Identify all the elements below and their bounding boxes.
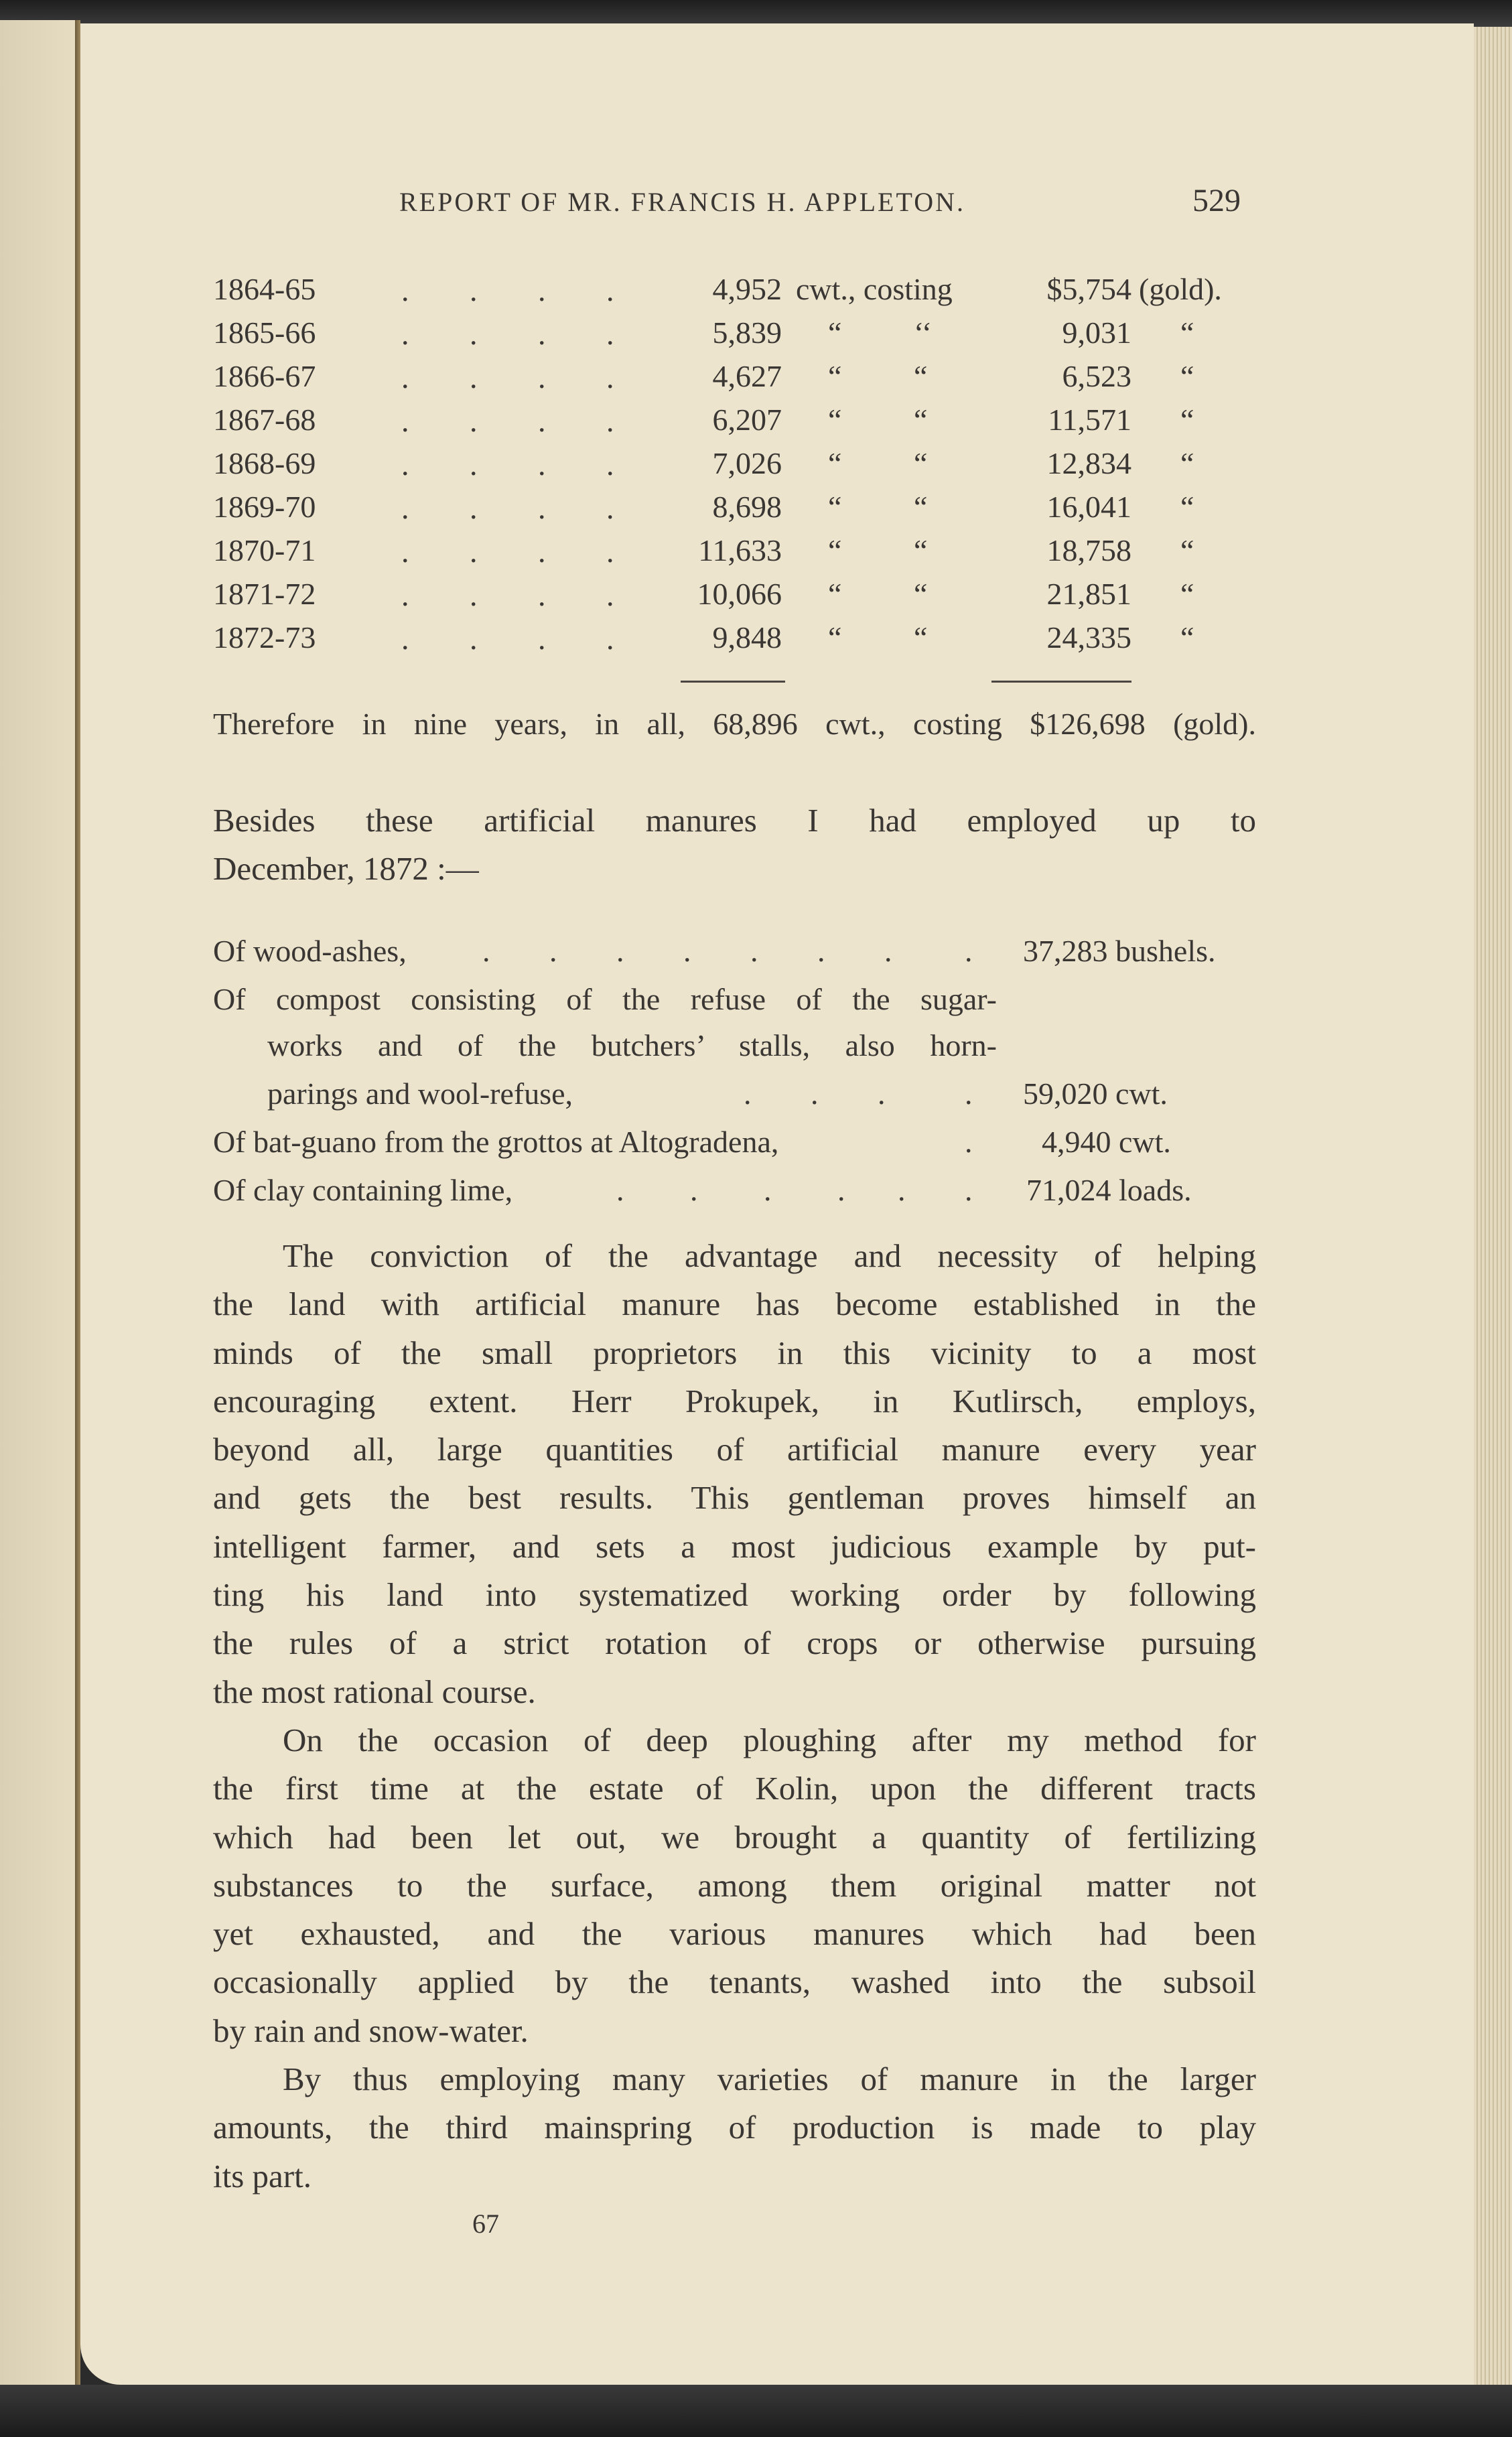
leader-dot: .	[606, 447, 614, 482]
paragraph-line: beyond all, large quantities of artificial manure every year	[213, 1431, 1256, 1468]
cost-cell: 16,041	[1046, 490, 1131, 524]
paragraph-line: The conviction of the advantage and necessity of helping	[283, 1237, 1256, 1274]
left-page-edge	[0, 20, 79, 2385]
leader-dot: .	[606, 622, 614, 656]
paragraph-line: occasionally applied by the tenants, washed into the subsoil	[213, 1963, 1256, 2001]
intro-line: Besides these artificial manures I had employed up to	[213, 802, 1256, 839]
cwt-cell: 5,839	[712, 316, 782, 350]
cwt-cell: 10,066	[697, 577, 782, 611]
leader-dot: .	[470, 491, 478, 525]
leader-dot: .	[401, 360, 409, 395]
leader-dot: .	[401, 404, 409, 438]
list-label: Of wood-ashes,	[213, 934, 407, 968]
paragraph-line: which had been let out, we brought a quantity of fertilizing	[213, 1818, 1256, 1856]
paragraph-line: the rules of a strict rotation of crops or otherwise pursuing	[213, 1624, 1256, 1662]
ditto-mark: “	[914, 490, 928, 524]
cwt-cell: 7,026	[712, 446, 782, 480]
paragraph-line: encouraging extent. Herr Prokupek, in Kutlirsch, employs,	[213, 1382, 1256, 1419]
leader-dot: .	[538, 360, 546, 395]
paragraph-line: By thus employing many varieties of manure in the larger	[283, 2061, 1256, 2098]
year-cell: 1866-67	[213, 359, 316, 393]
leader-dot: .	[401, 273, 409, 307]
leader-dot: .	[606, 317, 614, 351]
leader-dot: .	[606, 273, 614, 307]
leader-dot: .	[538, 273, 546, 307]
ditto-mark: “	[914, 403, 928, 437]
leader-dot: .	[470, 578, 478, 612]
list-value: 4,940 cwt.	[1042, 1125, 1171, 1159]
cost-cell: $5,754	[1046, 272, 1131, 306]
year-cell: 1865-66	[213, 316, 316, 350]
book-bottom-edge	[0, 2385, 1512, 2437]
paragraph-line: ting his land into systematized working order by following	[213, 1576, 1256, 1614]
cwt-cell: 4,627	[712, 359, 782, 393]
leader-dot: .	[884, 934, 892, 968]
ditto-mark: “	[1180, 446, 1194, 480]
year-cell: 1867-68	[213, 403, 316, 437]
leader-dot: .	[470, 622, 478, 656]
leader-dot: .	[837, 1173, 845, 1207]
ditto-mark: “	[828, 403, 842, 437]
cwt-cell: 4,952	[712, 272, 782, 306]
year-cell: 1870-71	[213, 533, 316, 567]
ditto-mark: “	[1180, 316, 1194, 350]
list-label: Of compost consisting of the refuse of the sugar-	[213, 982, 997, 1016]
leader-dot: .	[898, 1173, 906, 1207]
ditto-mark: “	[828, 316, 842, 350]
leader-dot: .	[616, 934, 624, 968]
ditto-mark: “	[1180, 577, 1194, 611]
ditto-mark: “	[914, 446, 928, 480]
ditto-mark: “	[1180, 359, 1194, 393]
list-value: 37,283 bushels.	[1023, 934, 1216, 968]
leader-dot: .	[817, 934, 825, 968]
leader-dot: .	[538, 578, 546, 612]
ditto-mark: “	[914, 533, 928, 567]
intro-line: December, 1872 :—	[213, 850, 479, 887]
leader-dot: .	[538, 535, 546, 569]
ditto-mark: “	[1180, 533, 1194, 567]
sum-rule-cwt	[681, 681, 785, 683]
leader-dot: .	[470, 535, 478, 569]
leader-dot: .	[401, 447, 409, 482]
year-cell: 1869-70	[213, 490, 316, 524]
leader-dot: .	[470, 360, 478, 395]
leader-dot: .	[401, 535, 409, 569]
leader-dot: .	[401, 317, 409, 351]
leader-dot: .	[606, 404, 614, 438]
cost-cell: 21,851	[1046, 577, 1131, 611]
list-label: Of bat-guano from the grottos at Altogradena,	[213, 1125, 779, 1159]
paragraph-line: the land with artificial manure has become established in the	[213, 1285, 1256, 1323]
cwt-cell: 11,633	[698, 533, 782, 567]
ditto-mark: “	[1180, 620, 1194, 654]
year-cell: 1868-69	[213, 446, 316, 480]
paragraph-line: and gets the best results. This gentleman proves himself an	[213, 1479, 1256, 1517]
leader-dot: .	[606, 578, 614, 612]
leader-dot: .	[549, 934, 557, 968]
ditto-mark: “	[828, 533, 842, 567]
ditto-mark: “	[914, 577, 928, 611]
leader-dot: .	[470, 404, 478, 438]
leader-dot: .	[470, 317, 478, 351]
paragraph-line: On the occasion of deep ploughing after my method for	[283, 1721, 1256, 1758]
cwt-cell: 9,848	[712, 620, 782, 654]
paragraph-line: the first time at the estate of Kolin, upon the different tracts	[213, 1770, 1256, 1807]
leader-dot: .	[965, 1173, 973, 1207]
leader-dot: .	[811, 1076, 819, 1111]
leader-dot: .	[470, 447, 478, 482]
leader-dot: .	[482, 934, 490, 968]
leader-dot: .	[606, 535, 614, 569]
list-value: 71,024 loads.	[1026, 1173, 1192, 1207]
ditto-mark: “	[914, 359, 928, 393]
year-cell: 1871-72	[213, 577, 316, 611]
cwt-cell: 8,698	[712, 490, 782, 524]
paragraph-line: intelligent farmer, and sets a most judicious example by put-	[213, 1527, 1256, 1565]
leader-dot: .	[538, 317, 546, 351]
leader-dot: .	[764, 1173, 772, 1207]
leader-dot: .	[538, 622, 546, 656]
book-top-edge	[0, 0, 1512, 27]
ditto-mark: “	[828, 620, 842, 654]
leader-dot: .	[401, 578, 409, 612]
ditto-mark: “	[914, 620, 928, 654]
leader-dot: .	[470, 273, 478, 307]
leader-dot: .	[606, 491, 614, 525]
leader-dot: .	[965, 1125, 973, 1159]
ditto-mark: ‘‘	[914, 316, 933, 350]
cwt-cell: 6,207	[712, 403, 782, 437]
leader-dot: .	[965, 934, 973, 968]
leader-dot: .	[538, 491, 546, 525]
leader-dot: .	[878, 1076, 886, 1111]
list-label: works and of the butchers’ stalls, also horn-	[267, 1028, 997, 1062]
cost-cell: 6,523	[1062, 359, 1131, 393]
paragraph-line: by rain and snow-water.	[213, 2012, 529, 2049]
cost-cell: 9,031	[1062, 316, 1131, 350]
ditto-mark: “	[828, 577, 842, 611]
list-label: Of clay containing lime,	[213, 1173, 513, 1207]
page-stack-edges	[1474, 27, 1512, 2385]
year-cell: 1872-73	[213, 620, 316, 654]
page-number: 529	[1192, 183, 1241, 218]
cost-cell: 24,335	[1046, 620, 1131, 654]
leader-dot: .	[538, 447, 546, 482]
leader-dot: .	[606, 360, 614, 395]
paragraph-line: amounts, the third mainspring of production is made to play	[213, 2109, 1256, 2146]
ditto-mark: “	[828, 359, 842, 393]
ditto-mark: “	[828, 490, 842, 524]
sum-rule-cost	[991, 681, 1131, 683]
leader-dot: .	[965, 1076, 973, 1111]
table-total: Therefore in nine years, in all, 68,896 cwt., costing $126,698 (gold).	[213, 707, 1256, 741]
ditto-mark: “	[828, 446, 842, 480]
leader-dot: .	[538, 404, 546, 438]
note-cell: (gold).	[1139, 272, 1222, 306]
ditto-mark: “	[1180, 490, 1194, 524]
leader-dot: .	[683, 934, 691, 968]
paragraph-line: its part.	[213, 2157, 312, 2195]
ditto-mark: “	[1180, 403, 1194, 437]
cost-cell: 11,571	[1048, 403, 1131, 437]
signature-mark: 67	[472, 2209, 499, 2239]
book-gutter	[75, 20, 80, 2385]
paragraph-line: yet exhausted, and the various manures which had been	[213, 1915, 1256, 1953]
paragraph-line: minds of the small proprietors in this vicinity to a most	[213, 1334, 1256, 1371]
running-title: REPORT OF MR. FRANCIS H. APPLETON.	[399, 187, 965, 217]
unit-cell: cwt., costing	[796, 272, 953, 306]
year-cell: 1864-65	[213, 272, 316, 306]
leader-dot: .	[401, 491, 409, 525]
leader-dot: .	[616, 1173, 624, 1207]
leader-dot: .	[744, 1076, 752, 1111]
paragraph-line: substances to the surface, among them original matter not	[213, 1866, 1256, 1904]
leader-dot: .	[750, 934, 758, 968]
list-label: parings and wool-refuse,	[267, 1076, 573, 1111]
paragraph-line: the most rational course.	[213, 1673, 536, 1710]
cost-cell: 18,758	[1046, 533, 1131, 567]
leader-dot: .	[690, 1173, 698, 1207]
leader-dot: .	[401, 622, 409, 656]
body-text	[213, 1232, 1256, 2201]
list-value: 59,020 cwt.	[1023, 1076, 1168, 1111]
cost-cell: 12,834	[1046, 446, 1131, 480]
